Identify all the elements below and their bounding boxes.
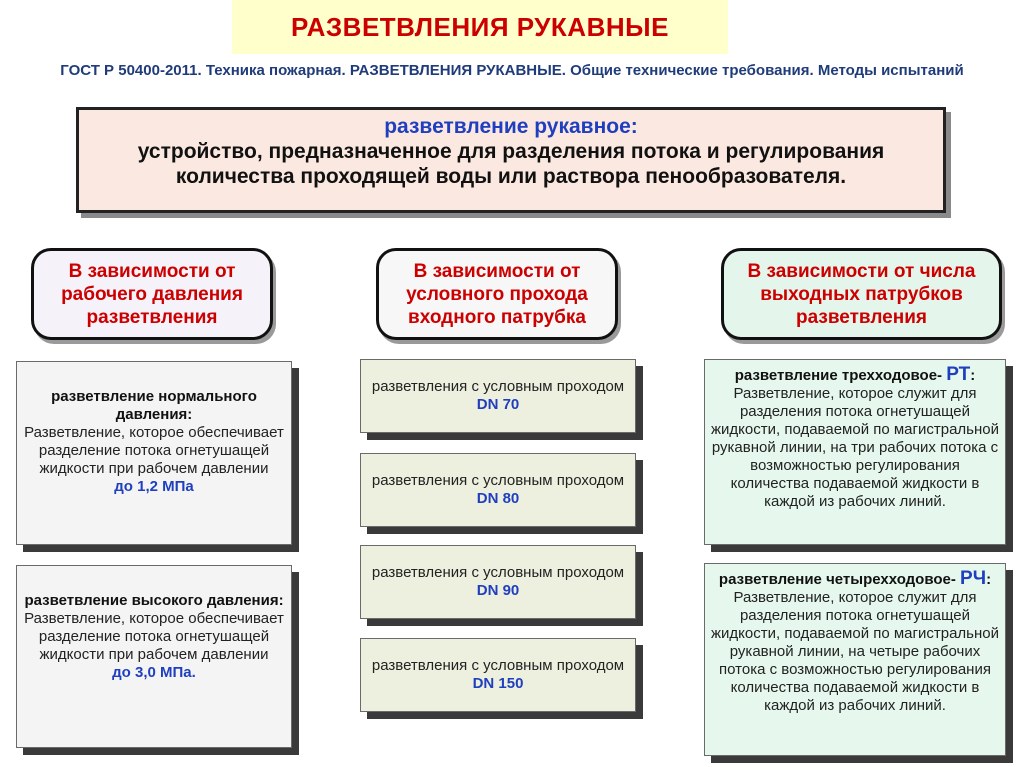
code-suffix: :	[986, 571, 992, 588]
dn90-card	[360, 545, 636, 619]
dn-value: DN 90	[476, 582, 520, 599]
dn80-card	[360, 453, 636, 527]
standard-subtitle: ГОСТ Р 50400-2011. Техника пожарная. РАЗВЕТВЛЕНИЯ РУКАВНЫЕ. Общие технические требования. Методы испытаний	[60, 62, 964, 79]
definition-term: разветвление рукавное:	[384, 115, 638, 138]
type-code: РТ	[946, 364, 971, 385]
dn-value: DN 150	[472, 675, 524, 692]
card-text: Разветвление, которое служит для разделения потока огнетушащей жидкости, подаваемой по магистральной рукавной линии, на три рабочих потока с возможностью регулирования количества подаваемой жидкости в каждой из рабочих линий.	[711, 385, 1000, 510]
card-text: Разветвление, которое обеспечивает разделение потока огнетушащей жидкости при рабочем давлении	[24, 610, 284, 663]
category-pressure: В зависимости от рабочего давления разветвления	[31, 248, 273, 340]
card-text: разветвления с условным проходом	[371, 657, 625, 674]
definition-box	[76, 107, 946, 213]
category-outlets: В зависимости от числа выходных патрубков разветвления	[721, 248, 1002, 340]
card-text: разветвления с условным проходом	[371, 472, 625, 489]
title-banner	[232, 0, 728, 54]
three-way-card	[704, 359, 1006, 545]
page-title: РАЗВЕТВЛЕНИЯ РУКАВНЫЕ	[291, 11, 669, 42]
dn70-card	[360, 359, 636, 433]
definition-text: устройство, предназначенное для разделения потока и регулирования количества проходящей воды или раствора пенообразователя.	[137, 140, 885, 188]
card-value: до 1,2 МПа	[114, 478, 194, 495]
high-pressure-card	[16, 565, 292, 748]
card-text: Разветвление, которое служит для разделения потока огнетушащей жидкости, подаваемой по магистральной рукавной линии, на четыре рабочих потока с возможностью регулирования количества подаваемой жидкости в каждой из рабочих линий.	[711, 589, 1000, 714]
dn-value: DN 70	[476, 396, 520, 413]
card-title: разветвление нормального давления:	[51, 388, 257, 423]
dn150-card	[360, 638, 636, 712]
type-code: РЧ	[960, 568, 987, 589]
card-text: Разветвление, которое обеспечивает разделение потока огнетушащей жидкости при рабочем давлении	[24, 424, 284, 477]
category-diameter: В зависимости от условного прохода входного патрубка	[376, 248, 618, 340]
card-text: разветвления с условным проходом	[371, 564, 625, 581]
code-suffix: :	[970, 367, 976, 384]
card-value: до 3,0 МПа.	[112, 664, 196, 681]
card-title: разветвление трехходовое-	[734, 367, 943, 384]
card-text: разветвления с условным проходом	[371, 378, 625, 395]
dn-value: DN 80	[476, 490, 520, 507]
four-way-card	[704, 563, 1006, 756]
normal-pressure-card	[16, 361, 292, 545]
card-title: разветвление четырехходовое-	[718, 571, 956, 588]
card-title: разветвление высокого давления:	[24, 592, 284, 609]
